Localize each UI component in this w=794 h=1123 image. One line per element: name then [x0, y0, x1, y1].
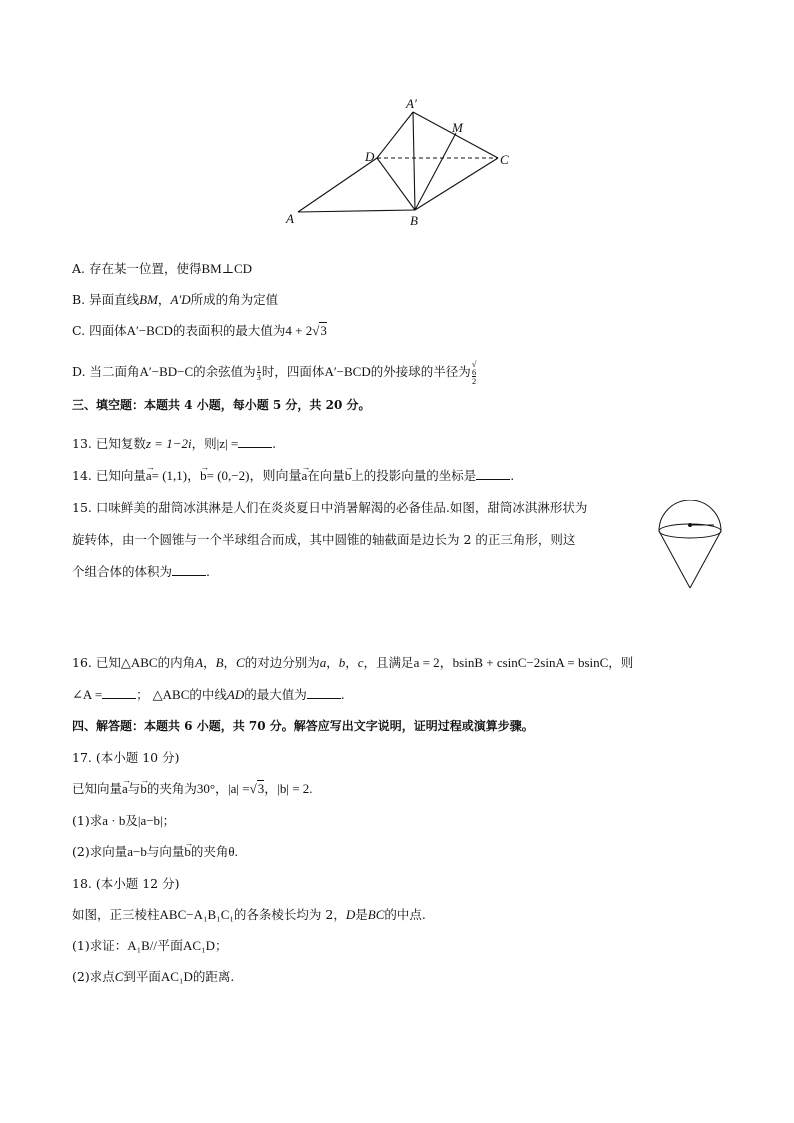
question-18-part-2: (2)求点C到平面AC₁D的距离.	[72, 969, 235, 984]
section-4-heading: 四、解答题：本题共 6 小题，共 70 分。解答应写出文字说明，证明过程或演算步骤。	[72, 719, 534, 733]
label-m: M	[452, 120, 463, 135]
answer-blank[interactable]	[476, 469, 510, 480]
option-b: B. 异面直线BM，A′D所成的角为定值	[72, 292, 279, 307]
option-c: C. 四面体A′−BCD的表面积的最大值为4 + 2√3	[72, 323, 327, 338]
answer-blank[interactable]	[238, 437, 272, 448]
question-15-line-1: 15. 口味鲜美的甜筒冰淇淋是人们在炎炎夏日中消暑解渴的必备佳品.如图，甜筒冰淇淋形状为	[72, 500, 588, 515]
tetrahedron-figure	[280, 95, 520, 230]
question-15-line-3: 个组合体的体积为 .	[72, 564, 210, 579]
ice-cream-cone-figure	[655, 500, 725, 595]
label-b: B	[410, 213, 418, 228]
section-3-heading: 三、填空题：本题共 4 小题，每小题 5 分，共 20 分。	[72, 398, 371, 412]
question-18-heading: 18. (本小题 12 分)	[72, 876, 180, 891]
question-18-part-1: (1)求证：A₁B//平面AC₁D；	[72, 938, 228, 953]
question-18-body: 如图，正三棱柱ABC−A₁B₁C₁的各条棱长均为 2，D是BC的中点.	[72, 907, 426, 922]
question-17-heading: 17. (本小题 10 分)	[72, 750, 180, 765]
question-16-line-1: 16. 已知△ABC的内角A，B，C的对边分别为a，b，c，且满足a = 2，bsinB + csinC−2sinA = bsinC，则	[72, 655, 634, 670]
label-a-prime: A′	[406, 96, 417, 111]
option-d: D. 当二面角A′−BD−C的余弦值为 $\frac{1}{3}$ 时，四面体A′−BCD的外接球的半径为 √ 6 2	[72, 359, 477, 386]
question-13: 13. 已知复数z = 1−2i，则|z| = .	[72, 436, 277, 451]
question-14: 14. 已知向量→ a= (1,1)，→ b= (0,−2)，则向量→ a在向量→ b上的投影向量的坐标是 .	[72, 468, 514, 484]
answer-blank[interactable]	[102, 688, 136, 699]
answer-blank[interactable]	[172, 565, 206, 576]
question-15-line-2: 旋转体，由一个圆锥与一个半球组合而成，其中圆锥的轴截面是边长为 2 的正三角形，则这	[72, 532, 576, 547]
label-c: C	[500, 152, 509, 167]
question-17-part-1: (1)求a · b及|a−b|；	[72, 813, 176, 828]
answer-blank[interactable]	[307, 688, 341, 699]
label-a: A	[286, 211, 294, 226]
question-17-part-2: (2)求向量a−b与向量→ b的夹角θ.	[72, 844, 238, 860]
question-17-body: 已知向量→ a与→ b的夹角为30°，|a| =√3，|b| = 2.	[72, 781, 313, 797]
label-d: D	[365, 149, 375, 164]
question-16-line-2: ∠A = ； △ABC的中线AD的最大值为 .	[72, 687, 345, 702]
option-a: A. 存在某一位置，使得BM⊥CD	[72, 261, 252, 276]
